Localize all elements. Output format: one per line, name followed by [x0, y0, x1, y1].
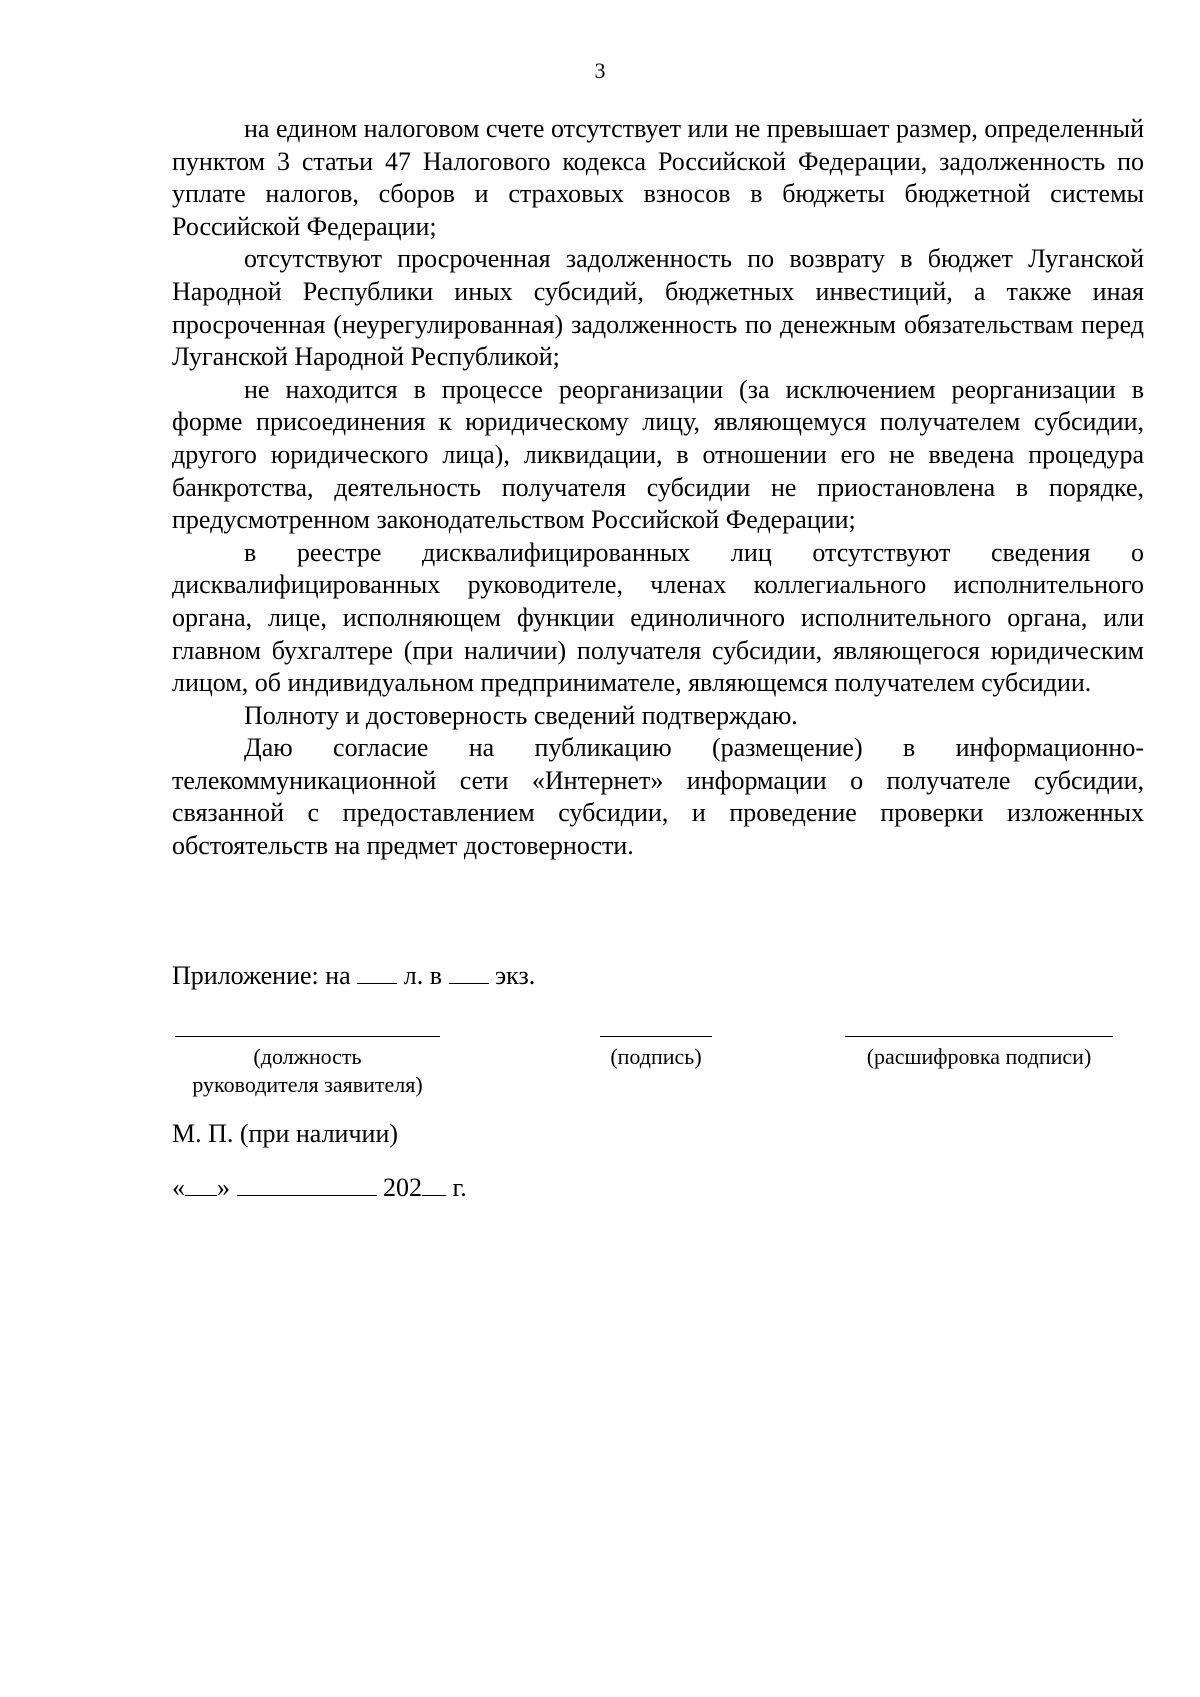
date-year-prefix: 202: [383, 1173, 422, 1202]
date-close-quote: »: [217, 1173, 230, 1202]
position-signature-line: [175, 1036, 440, 1037]
paragraph-reorganization: не находится в процессе реорганизации (за исключением реорганизации в форме присоединения к юридическому лицу, являющемуся получателем субсидии, другого юридического лица), ликвидации, в отношении его не введена процедура банкротства, деятельность получателя субсидии не приостановлена в порядке, предусмотренном законодательством Российской Федерации;: [172, 374, 1144, 535]
appendix-middle: л. в: [403, 961, 442, 990]
date-line: [172, 1172, 467, 1204]
appendix-sheets-blank: [357, 961, 397, 984]
appendix-prefix: Приложение: на: [172, 961, 351, 990]
position-caption-line2: руководителя заявителя): [192, 1072, 423, 1097]
appendix-line: [172, 960, 535, 992]
signature-caption: (подпись): [610, 1044, 702, 1069]
paragraph-confirmation: Полноту и достоверность сведений подтверждаю.: [244, 700, 798, 730]
date-open-quote: «: [172, 1173, 185, 1202]
decoding-signature-line: [845, 1036, 1113, 1037]
date-day-blank: [185, 1173, 217, 1196]
paragraph-disqualified-registry: в реестре дисквалифицированных лиц отсутствуют сведения о дисквалифицированных руководителе, членах коллегиального исполнительного органа, лице, исполняющем функции единоличного исполнительного органа, или главном бухгалтере (при наличии) получателя субсидии, являющегося юридическим лицом, об индивидуальном предпринимателе, являющемся получателем субсидии.: [172, 537, 1144, 698]
date-year-blank: [422, 1173, 446, 1196]
paragraph-tax-debt: на едином налоговом счете отсутствует или не превышает размер, определенный пунктом 3 статьи 47 Налогового кодекса Российской Федерации, задолженность по уплате налогов, сборов и страховых взносов в бюджеты бюджетной системы Российской Федерации;: [172, 114, 1144, 241]
position-caption-line1: (должность: [253, 1044, 362, 1069]
date-month-blank: [237, 1173, 377, 1196]
position-caption: [175, 1043, 440, 1099]
paragraph-consent: Даю согласие на публикацию (размещение) в информационно-телекоммуникационной сети «Интернет» информации о получателе субсидии, связанной с предоставлением субсидии, и проведение проверки изложенных обстоятельств на предмет достоверности.: [172, 733, 1144, 861]
paragraph-overdue-debt: отсутствуют просроченная задолженность по возврату в бюджет Луганской Народной Республики иных субсидий, бюджетных инвестиций, а также иная просроченная (неурегулированная) задолженность по денежным обязательствам перед Луганской Народной Республикой;: [172, 244, 1144, 372]
appendix-copies-blank: [449, 961, 489, 984]
signature-line: [600, 1036, 712, 1037]
body-text: [172, 113, 1144, 863]
page-number: 3: [594, 58, 606, 83]
date-year-suffix: г.: [452, 1173, 467, 1202]
appendix-suffix: экз.: [495, 961, 536, 990]
decoding-caption: (расшифровка подписи): [866, 1044, 1092, 1069]
stamp-placeholder: М. П. (при наличии): [172, 1119, 399, 1148]
